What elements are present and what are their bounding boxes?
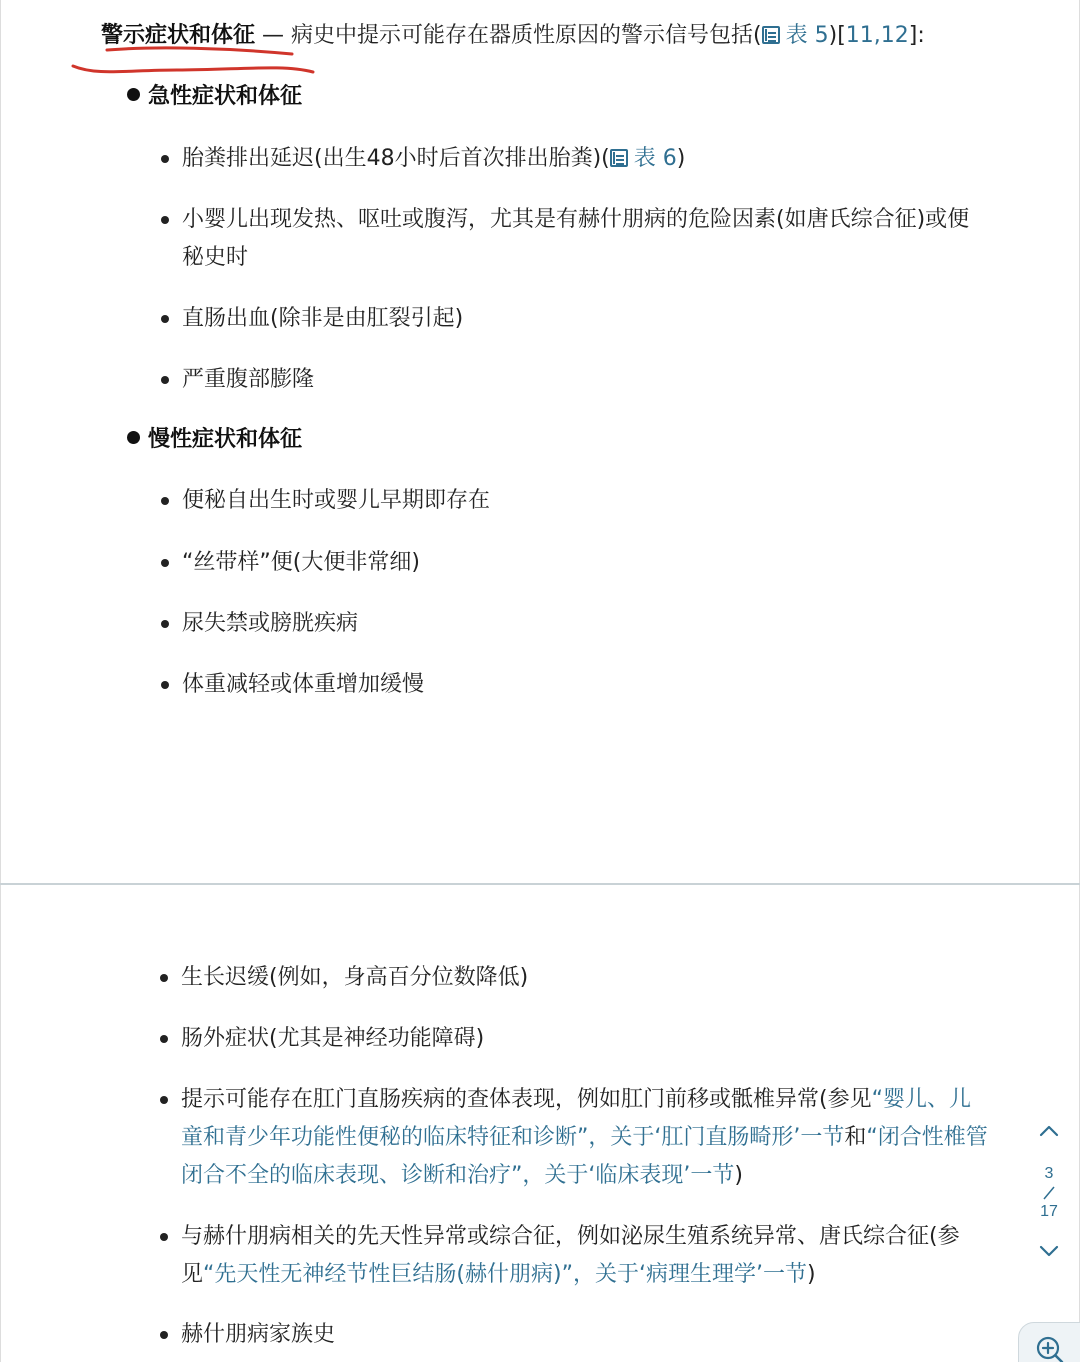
total-pages: 17 — [1040, 1203, 1058, 1220]
list-item: 直肠出血(除非是由肛裂引起) — [161, 300, 991, 338]
reference-link[interactable]: 11,12 — [845, 23, 909, 48]
hirschsprung-link[interactable]: “先天性无神经节性巨结肠(赫什朋病)”，关于‘病理生理学’一节 — [203, 1262, 807, 1287]
zoom-in-button[interactable] — [1018, 1322, 1080, 1362]
list-item: 肠外症状(尤其是神经功能障碍) — [160, 1020, 990, 1058]
section-title: 警示症状和体征 — [101, 23, 256, 48]
table-6-link[interactable]: 表 6 — [610, 146, 677, 171]
list-item: 便秘自出生时或婴儿早期即存在 — [161, 482, 991, 520]
intro-text: 病史中提示可能存在器质性原因的警示信号包括( — [291, 23, 762, 48]
chevron-down-icon[interactable] — [1035, 1240, 1063, 1262]
list-item: 体重减轻或体重增加缓慢 — [161, 666, 991, 704]
list-item: 提示可能存在肛门直肠疾病的查体表现，例如肛门前移或骶椎异常(参见“婴儿、儿童和青少年功能性便秘的临床特征和诊断”，关于‘肛门直肠畸形’一节和“闭合性椎管闭合不全的临床表现、诊断和治疗”，关于‘临床表现’一节) — [160, 1081, 990, 1195]
intro-paragraph: 警示症状和体征 — 病史中提示可能存在器质性原因的警示信号包括( 表 5)[11,12]: — [101, 23, 925, 48]
list-item: 赫什朋病家族史 — [160, 1316, 990, 1354]
table-5-link[interactable]: 表 5 — [762, 23, 829, 48]
current-page: 3 — [1044, 1165, 1054, 1182]
acute-heading: 急性症状和体征 — [127, 82, 302, 112]
table-icon — [610, 149, 628, 167]
list-item: 严重腹部膨隆 — [161, 361, 991, 399]
title-dash: — — [255, 23, 292, 48]
list-item: 小婴儿出现发热、呕吐或腹泻，尤其是有赫什朋病的危险因素(如唐氏综合征)或便秘史时 — [161, 201, 991, 277]
list-item: “丝带样”便(大便非常细) — [161, 544, 991, 582]
page-separator — [1042, 1186, 1056, 1200]
heading-bullet — [127, 431, 140, 444]
list-item: 与赫什朋病相关的先天性异常或综合征，例如泌尿生殖系统异常、唐氏综合征(参见“先天性无神经节性巨结肠(赫什朋病)”，关于‘病理生理学’一节) — [160, 1218, 990, 1294]
heading-bullet — [127, 88, 140, 101]
chronic-heading: 慢性症状和体征 — [127, 425, 302, 455]
table-icon — [762, 26, 780, 44]
list-item: 尿失禁或膀胱疾病 — [161, 605, 991, 643]
anorectal-malformation-link[interactable]: “婴儿、儿童和青少年功能性便秘的临床特征和诊断”，关于‘肛门直肠畸形’一节 — [181, 1087, 971, 1150]
list-item: 生长迟缓(例如，身高百分位数降低) — [160, 959, 990, 997]
spinal-dysraphism-link[interactable]: “闭合性椎管闭合不全的临床表现、诊断和治疗”，关于‘临床表现’一节 — [181, 1125, 988, 1188]
list-item: 胎粪排出延迟(出生48小时后首次排出胎粪)( 表 6) — [161, 140, 991, 178]
chevron-up-icon[interactable] — [1035, 1120, 1063, 1142]
zoom-in-icon — [1035, 1335, 1065, 1362]
page-navigator — [1026, 1120, 1072, 1290]
